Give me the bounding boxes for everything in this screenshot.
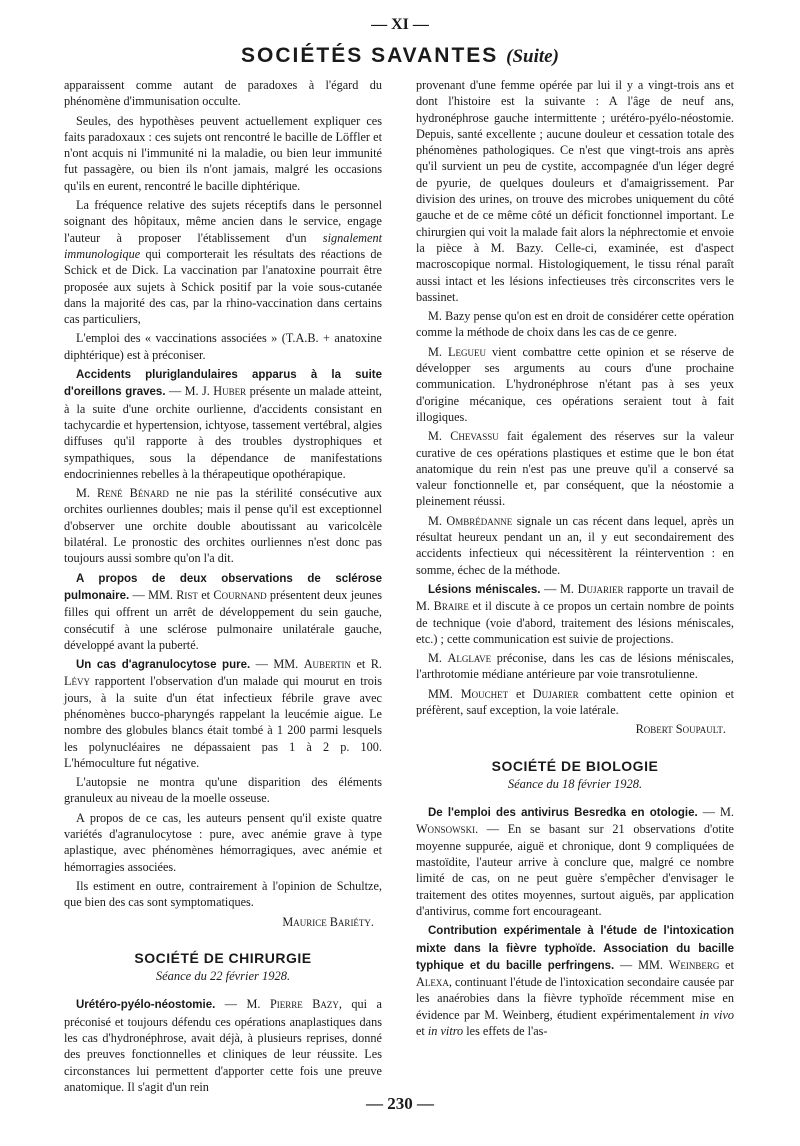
seance-date: Séance du 18 février 1928. bbox=[507, 776, 643, 791]
text: — M. bbox=[215, 997, 270, 1012]
author: René Bénard bbox=[96, 486, 169, 501]
text: fait également des réserves sur la valeur curative de ces opérations plastiques et estime que le bon état anatomique du rein n'est pas une preuve qu'il a conservé sa valeur fonctionnelle et, par conséquent, que la néostomie a pleinement réussi. bbox=[416, 429, 734, 509]
article-title: Urétéro-pyélo-néostomie. bbox=[76, 999, 216, 1012]
author: Dujarier bbox=[577, 581, 624, 596]
author: Lévy bbox=[64, 674, 90, 689]
text: , qui a préconisé et toujours défendu ces opérations anaplastiques dans les cas d'hydronéphrose, avait déjà, à plusieurs reprises, donné des preuves fonctionnelles et cliniques de leur réussite. Les circonstances lui permettent d'apporter cette fois une preuve anatomique. Il s'agit d'un rein bbox=[64, 997, 382, 1094]
text: . — En se basant sur 21 observations d'otite moyenne suppurée, aiguë et chronique, dont 9 compliquées de mastoïdite, l'auteur arrive à conclure que, malgré ce nombre limité de cas, on ne peut guère s'empêcher d'envisager le traitement des otites moyennes, surtout aiguës, par application d'antivirus, comme fort encourageant. bbox=[416, 822, 734, 918]
text: et bbox=[197, 587, 214, 602]
running-head-suite: (Suite) bbox=[506, 46, 559, 67]
paragraph bbox=[416, 513, 734, 578]
text: M. bbox=[428, 429, 451, 444]
right-column bbox=[416, 77, 734, 1042]
author: Alexa bbox=[416, 975, 449, 990]
text: La fréquence relative des sujets réceptifs dans le personnel soignant des hôpitaux, même ancien dans le service, engage l'auteur à proposer l'établissement d'un bbox=[64, 198, 382, 245]
text: M. bbox=[428, 651, 448, 666]
paragraph: Ils estiment en outre, contrairement à l'opinion de Schultze, que bien des cas sont symptomatiques. bbox=[64, 878, 382, 910]
article-title: Contribution expérimentale à l'étude de l'intoxication mixte dans la fièvre typhoïde. Association du bacille typhique et du bacille perfringens. bbox=[416, 925, 734, 972]
author: Huber bbox=[213, 384, 247, 399]
italic-term: in vivo bbox=[699, 1007, 735, 1022]
text: présente un malade atteint, à la suite d'une orchite ourlienne, d'accidents consistant en tachycardie et hypertension, ichtyose, tassement vertébral, algies diffuses qu'il rapporte à des troubles dystrophiques et sympathiques, sous la dépendance de manifestations endocriniennes rebelles à la thérapeutique opothérapique. bbox=[64, 384, 382, 481]
author: Ombrédanne bbox=[446, 513, 513, 528]
author: Dujarier bbox=[532, 686, 579, 701]
text: et bbox=[719, 957, 734, 972]
text: M. bbox=[428, 344, 448, 359]
author: Aubertin bbox=[303, 657, 351, 672]
italic-term: signalement immunologique bbox=[64, 230, 382, 261]
text: — MM. bbox=[250, 657, 304, 672]
text: ne nie pas la stérilité consécutive aux orchites ourliennes doubles; mais il pense qu'il est exceptionnel d'observer une orchite double aboutissant au varicolcèle bilatéral. Le pronostic des orchites ourliennes n'est donc pas toujours aussi sombre qu'on l'a dit. bbox=[64, 486, 382, 566]
article-intoxication-mixte bbox=[416, 922, 734, 1039]
text: et bbox=[416, 1024, 428, 1039]
italic-term: in vitro bbox=[427, 1024, 464, 1039]
text: présentent deux jeunes filles qui offrent un arrêt de développement du sein gauche, consécutif à une sclérose pulmonaire unilatérale gauche, développé avant la puberté. bbox=[64, 587, 382, 652]
text: rapporte un travail de M. bbox=[416, 581, 734, 614]
paragraph: L'autopsie ne montra qu'une disparition des éléments granuleux au niveau de la moelle osseuse. bbox=[64, 775, 382, 806]
paragraph bbox=[64, 485, 382, 566]
paragraph bbox=[416, 428, 734, 509]
article-lesions-meniscales bbox=[416, 581, 734, 647]
paragraph: apparaissent comme autant de paradoxes à l'égard du phénomène d'immunisation occulte. bbox=[64, 78, 382, 109]
section-title-biologie: SOCIÉTÉ DE BIOLOGIE bbox=[491, 757, 659, 774]
running-head bbox=[0, 44, 800, 68]
article-uretero-pyelo-neostomie bbox=[64, 996, 382, 1095]
text: et R. bbox=[351, 657, 382, 672]
text: — M. bbox=[697, 805, 734, 820]
text: M. bbox=[428, 513, 447, 528]
article-title: De l'emploi des antivirus Besredka en otologie. bbox=[428, 807, 698, 820]
text: vient combattre cette opinion et se réserve de développer ses arguments au cours d'une prochaine communication. L'hydronéphrose n'étant pas à ses yeux d'origine mécanique, ces opérations seraient tout à fait illogiques. bbox=[416, 344, 734, 424]
article-title: Accidents pluriglandulaires apparus à la suite d'oreillons graves. bbox=[64, 369, 382, 399]
author: Weinberg bbox=[668, 957, 720, 972]
author: Alglave bbox=[447, 651, 492, 666]
page-roman-numeral: — XI — bbox=[371, 16, 429, 33]
text: — M. J. bbox=[165, 384, 214, 399]
article-title: Lésions méniscales. bbox=[428, 583, 541, 596]
text: MM. bbox=[428, 686, 461, 701]
author: Rist bbox=[176, 587, 198, 602]
paragraph: L'emploi des « vaccinations associées » (T.A.B. + anatoxine diphtérique) est à préconiser. bbox=[64, 331, 382, 362]
signature: Maurice Bariéty. bbox=[282, 914, 374, 929]
text: — M. bbox=[540, 581, 578, 596]
text: combattent cette opinion et préfèrent, sauf exception, la voie latérale. bbox=[416, 686, 734, 717]
text: M. bbox=[76, 486, 97, 501]
paragraph bbox=[64, 197, 382, 327]
paragraph bbox=[416, 650, 734, 683]
text: les effets de l'as- bbox=[463, 1024, 548, 1039]
paragraph bbox=[416, 344, 734, 425]
text: qui comporterait les résultats des réactions de Schick et de Dick. La vaccination par l'anatoxine pourrait être proposée aux sujets à Schick positif par la voie sous-cutanée dans la majorité des cas, par la rhino-vaccination dans certains cas particuliers, bbox=[64, 246, 382, 327]
author: Pierre Bazy bbox=[269, 997, 339, 1012]
author: Legueu bbox=[447, 344, 486, 359]
article-agranulocytose bbox=[64, 656, 382, 771]
signature: Robert Soupault. bbox=[635, 722, 726, 737]
author: Cournand bbox=[213, 587, 267, 602]
paragraph bbox=[416, 686, 734, 719]
paragraph: A propos de ce cas, les auteurs pensent qu'il existe quatre variétés d'agranulocytose : pure, avec anémie grave à type aplastique, avec phénomènes hémorragiques, avec anémie et hémorragies associées. bbox=[64, 810, 382, 874]
text: préconise, dans les cas de lésions méniscales, l'arthrotomie médiane antérieure par voie transrotulienne. bbox=[416, 651, 734, 682]
running-head-title: SOCIÉTÉS SAVANTES bbox=[241, 44, 499, 67]
article-title: Un cas d'agranulocytose pure. bbox=[76, 659, 251, 672]
paragraph: Seules, des hypothèses peuvent actuellement expliquer ces faits paradoxaux : ces sujets ont rencontré le bacille de Löffler et n'ont acquis ni l'immunité ni la maladie, ou bien leur immunité fut passagère, ou bien ils n'ont jamais, malgré les occasions qu'ils en eurent, rencontré le bacille diphtérique. bbox=[64, 113, 382, 193]
page-number: — 230 — bbox=[366, 1094, 434, 1113]
text: rapportent l'observation d'un malade qui mourut en trois jours, à la suite d'un état infectieux fébrile grave avec phénomènes bucco-pharyngés rappelant la leucémie aigue. Le nombre des globules blancs était tombé à 1 200 parmi lesquels les polynucléaires ne dépassaient pas 1 à 2 p. 100. L'hémoculture fut négative. bbox=[64, 674, 382, 770]
paragraph: provenant d'une femme opérée par lui il y a vingt-trois ans et dont l'histoire est la suivante : A l'âge de neuf ans, hydronéphrose gauche intermittente ; urétéro-pyélo-néostomie. Depuis, santé excellente ; aucune douleur et cessation totale des phénomènes pathologiques. Ce n'est que vingt-trois ans après qu'il survient un peu de cystite, accompagnée d'un léger degré de pyurie, de quelques douleurs et d'amaigrissement. Par division des urines, on trouve des microbes uniquement du côté gauche et de ce même côté un déficit fonctionnel important. Le chirurgien qui voit la malade fait alors la néphrectomie et envoie la pièce à M. Bazy. Celle-ci, examinée, est d'aspect macroscopique normal. Histologiquement, le tissu rénal paraît aussi intact et les lésions infectieuses très circonscrites vers le bassinet. bbox=[416, 78, 734, 304]
text: et bbox=[508, 686, 533, 701]
text: signale un cas récent dans lequel, après un résultat heureux pendant un an, il y eut secondairement des accidents infectieux qui nécessitèrent la réintervention : en somme, échec de la méthode. bbox=[416, 513, 734, 577]
text: — MM. bbox=[614, 957, 669, 972]
text: et il discute à ce propos un certain nombre de points de technique (voie d'abord, traitement des lésions méniscales, etc.) ; cette communication est suivie de projections. bbox=[416, 599, 734, 646]
article-sclerose-pulmonaire bbox=[64, 570, 382, 653]
text: , continuant l'étude de l'intoxication secondaire causée par les anaérobies dans la fièvre typhoïde récemment mise en évidence par M. Weinberg, étudient expérimentalement bbox=[416, 975, 734, 1022]
seance-date: Séance du 22 février 1928. bbox=[155, 969, 291, 984]
article-accidents-pluriglandulaires bbox=[64, 366, 382, 482]
left-column bbox=[64, 77, 382, 1098]
article-title: A propos de deux observations de sclérose pulmonaire. bbox=[64, 572, 382, 602]
author: Mouchet bbox=[460, 686, 509, 701]
text: — MM. bbox=[129, 587, 177, 602]
author: Wonsowski bbox=[416, 822, 476, 837]
article-antivirus-besredka bbox=[416, 804, 734, 919]
author: Braire bbox=[433, 599, 469, 614]
paragraph: M. Bazy pense qu'on est en droit de considérer cette opération comme la méthode de choix dans les cas de ce genre. bbox=[416, 309, 734, 340]
section-title-chirurgie: SOCIÉTÉ DE CHIRURGIE bbox=[134, 949, 312, 966]
author: Chevassu bbox=[450, 429, 499, 444]
